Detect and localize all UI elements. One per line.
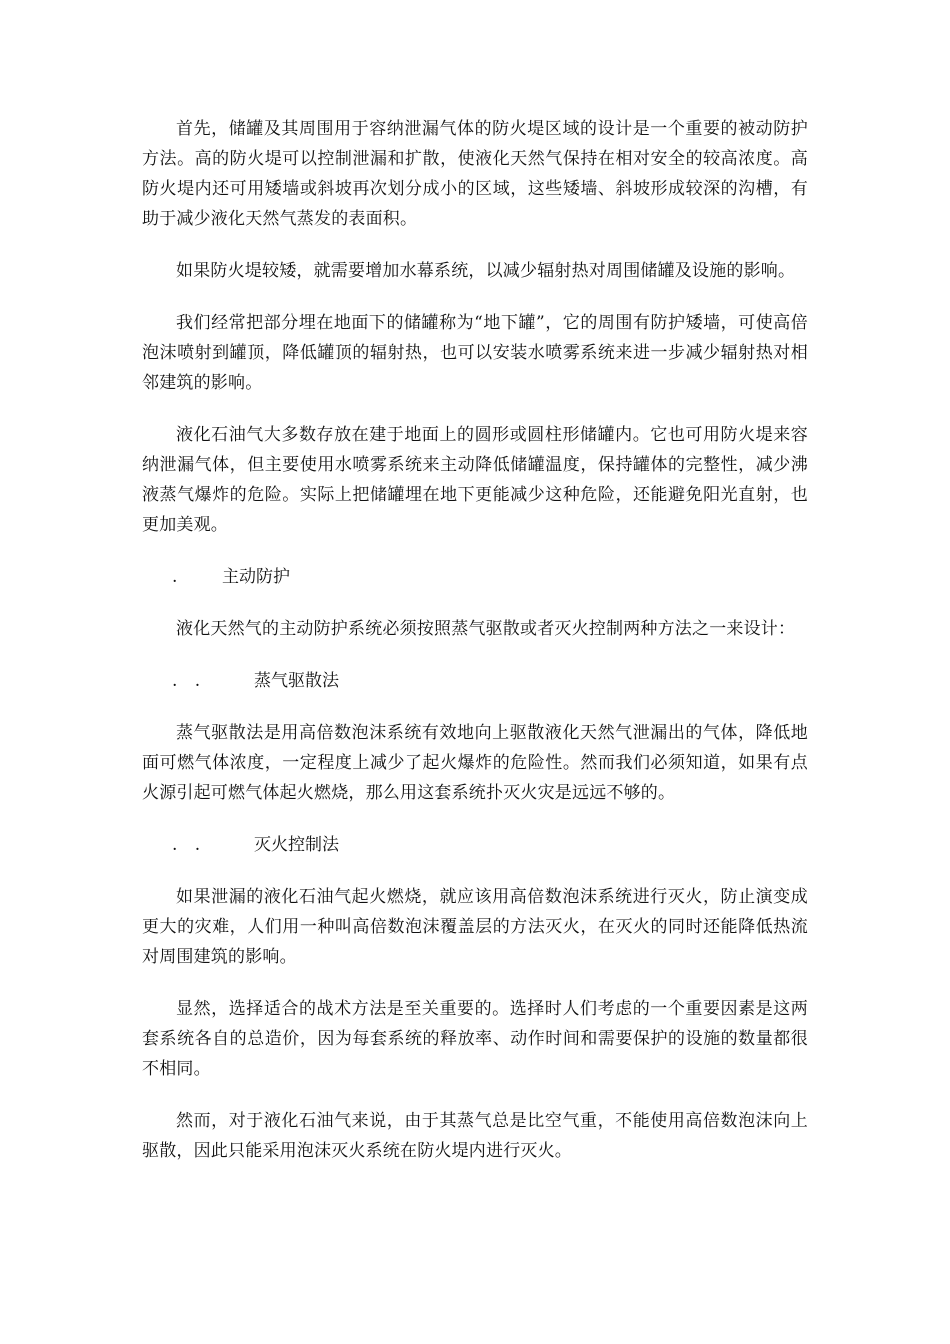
subsection-heading-vapor-dispersion	[142, 666, 808, 696]
document-page	[142, 114, 808, 1188]
subsection-number: . .	[172, 671, 207, 691]
subsection-number: . .	[172, 835, 207, 855]
paragraph: 首先，储罐及其周围用于容纳泄漏气体的防火堤区域的设计是一个重要的被动防护方法。高的防火堤可以控制泄漏和扩散，使液化天然气保持在相对安全的较高浓度。高防火堤内还可用矮墙或斜坡再次划分成小的区域，这些矮墙、斜坡形成较深的沟槽，有助于减少液化天然气蒸发的表面积。	[142, 119, 808, 229]
paragraph: 我们经常把部分埋在地面下的储罐称为“地下罐”，它的周围有防护矮墙，可使高倍泡沫喷射到罐顶，降低罐顶的辐射热，也可以安装水喷雾系统来进一步减少辐射热对相邻建筑的影响。	[142, 313, 808, 393]
paragraph: 液化石油气大多数存放在建于地面上的圆形或圆柱形储罐内。它也可用防火堤来容纳泄漏气体，但主要使用水喷雾系统来主动降低储罐温度，保持罐体的完整性，减少沸液蒸气爆炸的危险。实际上把储罐埋在地下更能减少这种危险，还能避免阳光直射，也更加美观。	[142, 425, 808, 535]
subsection-title: 灭火控制法	[254, 835, 339, 855]
paragraph: 蒸气驱散法是用高倍数泡沫系统有效地向上驱散液化天然气泄漏出的气体，降低地面可燃气体浓度，一定程度上减少了起火爆炸的危险性。然而我们必须知道，如果有点火源引起可燃气体起火燃烧，那么用这套系统扑灭火灾是远远不够的。	[142, 723, 808, 803]
paragraph: 然而，对于液化石油气来说，由于其蒸气总是比空气重，不能使用高倍数泡沫向上驱散，因此只能采用泡沫灭火系统在防火堤内进行灭火。	[142, 1111, 808, 1161]
subsection-title: 蒸气驱散法	[254, 671, 339, 691]
section-number: .	[172, 567, 184, 587]
paragraph: 显然，选择适合的战术方法是至关重要的。选择时人们考虑的一个重要因素是这两套系统各自的总造价，因为每套系统的释放率、动作时间和需要保护的设施的数量都很不相同。	[142, 999, 808, 1079]
paragraph: 液化天然气的主动防护系统必须按照蒸气驱散或者灭火控制两种方法之一来设计：	[176, 619, 796, 639]
paragraph: 如果泄漏的液化石油气起火燃烧，就应该用高倍数泡沫系统进行灭火，防止演变成更大的灾难，人们用一种叫高倍数泡沫覆盖层的方法灭火，在灭火的同时还能降低热流对周围建筑的影响。	[142, 887, 808, 967]
section-heading-active-protection	[142, 562, 808, 592]
section-title: 主动防护	[222, 567, 290, 587]
paragraph: 如果防火堤较矮，就需要增加水幕系统，以减少辐射热对周围储罐及设施的影响。	[176, 261, 796, 281]
subsection-heading-fire-control	[142, 830, 808, 860]
